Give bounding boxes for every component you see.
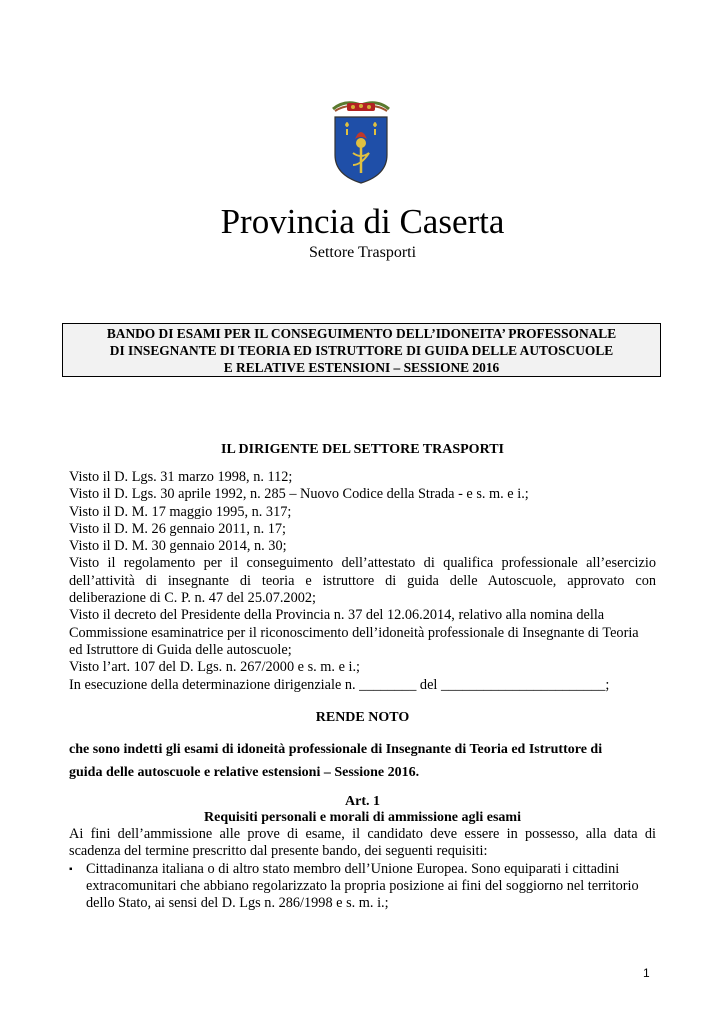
square-bullet-icon: ▪: [69, 863, 73, 875]
bando-title-line: BANDO DI ESAMI PER IL CONSEGUIMENTO DELL’IDONEITA’ PROFESSONALE: [106, 326, 617, 341]
visto-line: In esecuzione della determinazione dirigenziale n. ________ del _______________________;: [69, 676, 610, 693]
dirigente-heading: IL DIRIGENTE DEL SETTORE TRASPORTI: [221, 442, 504, 457]
bando-title-line: DI INSEGNANTE DI TEORIA ED ISTRUTTORE DI GUIDA DELLE AUTOSCUOLE: [109, 343, 614, 358]
article-number: Art. 1: [345, 794, 380, 809]
bando-title-box: [62, 323, 661, 377]
page-number: 1: [643, 966, 650, 980]
article-intro-line: scadenza del termine prescritto dal presente bando, dei seguenti requisiti:: [69, 843, 488, 860]
coat-of-arms-icon: [325, 95, 397, 185]
indetti-line: guida delle autoscuole e relative estensioni – Sessione 2016.: [69, 765, 420, 780]
visto-line: Visto l’art. 107 del D. Lgs. n. 267/2000 e s. m. e i.;: [69, 659, 361, 676]
indetti-line: che sono indetti gli esami di idoneità professionale di Insegnante di Teoria ed Istruttore di: [69, 742, 603, 757]
document-subtitle: Settore Trasporti: [308, 244, 417, 261]
visto-line: Visto il D. M. 30 gennaio 2014, n. 30;: [69, 538, 287, 555]
indetti-paragraph: [69, 738, 659, 784]
rende-noto-heading: RENDE NOTO: [315, 710, 410, 725]
visto-line: deliberazione di C. P. n. 47 del 25.07.2002;: [69, 590, 316, 607]
visto-line: Visto il D. M. 26 gennaio 2011, n. 17;: [69, 520, 287, 537]
requirement-line: Cittadinanza italiana o di altro stato membro dell’Unione Europea. Sono equiparati i cittadini: [86, 860, 620, 877]
visto-line: Visto il D. Lgs. 31 marzo 1998, n. 112;: [69, 469, 293, 485]
visto-line: Commissione esaminatrice per il riconoscimento dell’idoneità professionale di Insegnante di Teoria: [69, 624, 639, 641]
article-body: [69, 826, 656, 912]
article-title: Requisiti personali e morali di ammissione agli esami: [204, 810, 521, 825]
visto-line: dell’attività di insegnante di teoria e istruttore di guida delle Autoscuole, approvato con: [69, 572, 656, 589]
visto-line: ed Istruttore di Guida delle autoscuole;: [69, 641, 292, 658]
visto-line: Visto il D. M. 17 maggio 1995, n. 317;: [69, 503, 292, 520]
bando-title-line: E RELATIVE ESTENSIONI – SESSIONE 2016: [223, 360, 500, 375]
document-title: Provincia di Caserta: [220, 202, 505, 241]
visti-block: [69, 469, 656, 694]
visto-line: Visto il decreto del Presidente della Provincia n. 37 del 12.06.2014, relativo alla nomina della: [69, 607, 605, 624]
article-intro-line: Ai fini dell’ammissione alle prove di esame, il candidato deve essere in possesso, alla data di: [69, 826, 656, 842]
requirement-line: extracomunitari che abbiano regolarizzato la propria posizione ai fini del soggiorno nel territorio: [86, 877, 639, 894]
visto-line: Visto il D. Lgs. 30 aprile 1992, n. 285 – Nuovo Codice della Strada - e s. m. e i.;: [69, 486, 529, 503]
visto-line: Visto il regolamento per il conseguimento dell’attestato di qualifica professionale all’esercizio: [69, 555, 656, 572]
requirement-line: dello Stato, ai sensi del D. Lgs n. 286/1998 e s. m. i.;: [86, 895, 389, 912]
requirement-bullet: [69, 861, 656, 913]
